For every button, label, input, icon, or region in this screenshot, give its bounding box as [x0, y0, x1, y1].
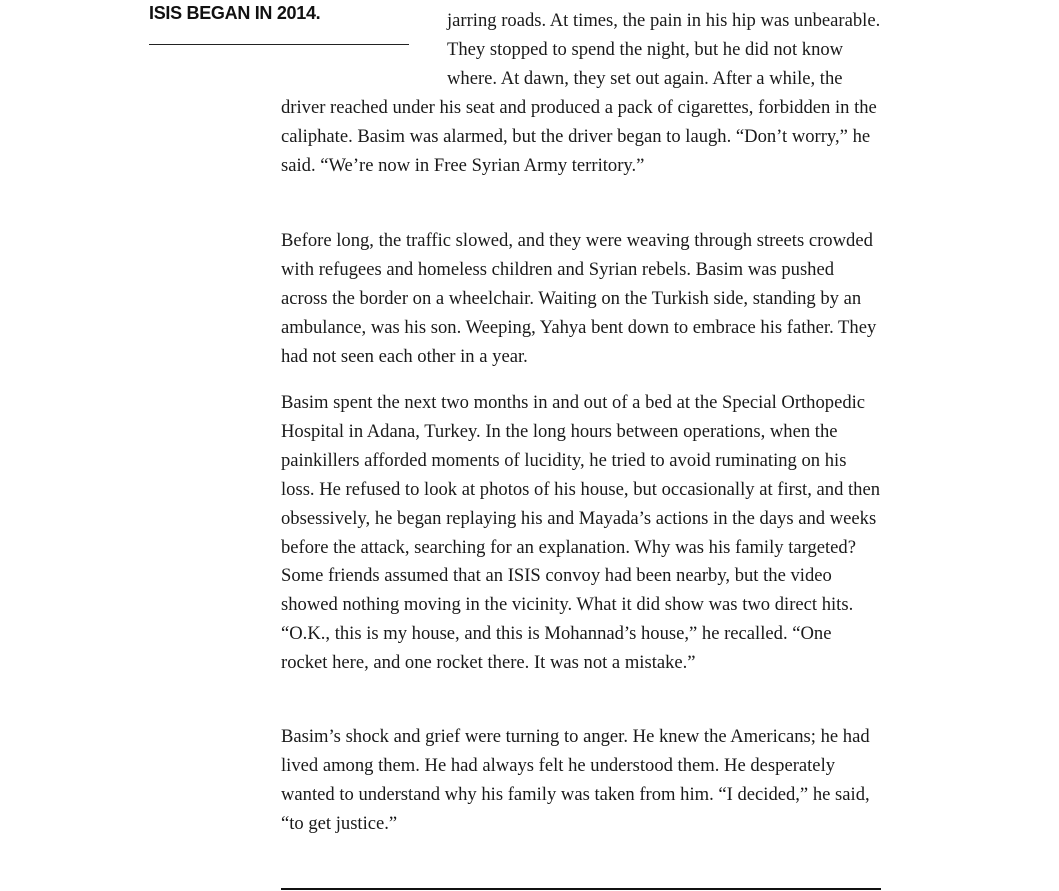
- pull-quote-wrap-space: [281, 7, 447, 93]
- article-paragraph-2: Before long, the traffic slowed, and they were weaving through streets crowded with refugees and homeless children and Syrian rebels. Basim was pushed across the border on a wheelchair. Waiting on the Turkish side, standing by an ambulance, was his son. Weeping, Yahya bent down to embrace his father. They had not seen each other in a year.: [281, 230, 877, 367]
- article-paragraph-4: Basim’s shock and grief were turning to anger. He knew the Americans; he had lived among them. He had always felt he understood them. He desperately wanted to understand why his family was taken from him. “I decided,” he said, “to get justice.”: [281, 726, 870, 834]
- pull-quote-text: ISIS BEGAN IN 2014.: [149, 3, 321, 23]
- article-paragraph-1: [281, 7, 881, 180]
- article-paragraph-1-text: jarring roads. At times, the pain in his hip was unbearable. They stopped to spend the night, but he did not know where. At dawn, they set out again. After a while, the driver reached under his seat and produced a pack of cigarettes, forbidden in the caliphate. Basim was alarmed, but the driver began to laugh. “Don’t worry,” he said. “We’re now in Free Syrian Army territory.”: [281, 10, 881, 176]
- section-divider: [281, 888, 881, 890]
- article-paragraph-3: Basim spent the next two months in and out of a bed at the Special Orthopedic Hospital in Adana, Turkey. In the long hours between operations, when the painkillers afforded moments of lucidity, he tried to avoid ruminating on his loss. He refused to look at photos of his house, but occasionally at first, and then obsessively, he began replaying his and Mayada’s actions in the days and weeks before the attack, searching for an explanation. Why was his family targeted? Some friends assumed that an ISIS convoy had been nearby, but the video showed nothing moving in the vicinity. What it did show was two direct hits. “O.K., this is my house, and this is Mohannad’s house,” he recalled. “One rocket here, and one rocket there. It was not a mistake.”: [281, 392, 881, 674]
